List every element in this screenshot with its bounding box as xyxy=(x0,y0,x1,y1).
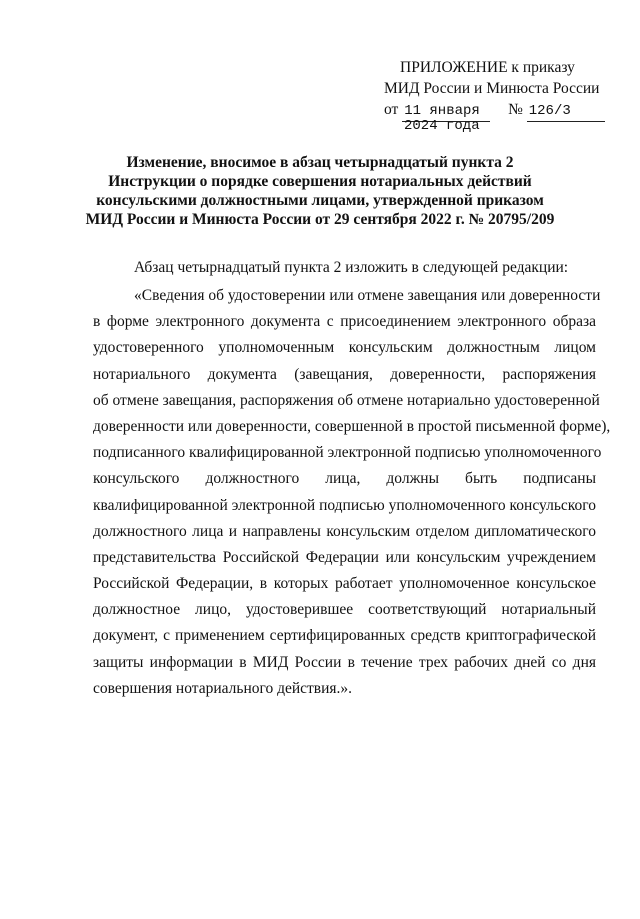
heading-line: Изменение, вносимое в абзац четырнадцатый пункта 2 xyxy=(126,154,514,171)
appendix-title: ПРИЛОЖЕНИЕ к приказу xyxy=(400,59,575,76)
number-prefix: № xyxy=(508,101,523,118)
text-line: «Сведения об удостоверении или отмене завещания или доверенности xyxy=(134,287,601,304)
text-line: об отмене завещания, распоряжения об отмене нотариально удостоверенной xyxy=(93,391,600,409)
text-line: совершения нотариального действия.». xyxy=(93,679,353,697)
date-value: 11 января xyxy=(402,101,490,122)
text-line: представительства Российской Федерации или консульским учреждением xyxy=(93,548,596,566)
text-line: в форме электронного документа с присоединением электронного образа xyxy=(93,313,596,331)
text-line: подписанного квалифицированной электронной подписью уполномоченного xyxy=(93,444,602,462)
text-line: квалифицированной электронной подписью уполномоченного консульского xyxy=(93,496,596,514)
lead-paragraph: Абзац четырнадцатый пункта 2 изложить в следующей редакции: xyxy=(134,259,569,276)
text-line: доверенности или доверенности, совершенной в простой письменной форме), xyxy=(93,417,611,435)
text-line: защиты информации в МИД России в течение трех рабочих дней со дня xyxy=(93,653,596,671)
text-line: консульского должностного лица, должны быть подписаны xyxy=(93,470,596,488)
text-line: документ, с применением сертифицированных средств криптографической xyxy=(93,627,596,645)
order-year: 2024 года xyxy=(404,118,480,134)
text-line: должностного лица и направлены консульским отделом дипломатического xyxy=(93,522,596,540)
text-line: нотариального документа (завещания, доверенности, распоряжения xyxy=(93,365,596,383)
text-line: должностное лицо, удостоверившее соответствующий нотариальный xyxy=(93,601,596,619)
date-prefix: от xyxy=(384,101,399,118)
order-number: 126/3 xyxy=(527,101,605,122)
text-line: удостоверенного уполномоченным консульским должностным лицом xyxy=(93,339,596,357)
amendment-text xyxy=(93,283,611,702)
text-line: Российской Федерации, в которых работает уполномоченное консульское xyxy=(93,575,596,593)
appendix-ministries: МИД России и Минюста России xyxy=(384,80,600,97)
document-heading xyxy=(80,153,560,229)
heading-line: МИД России и Минюста России от 29 сентября 2022 г. № 20795/209 xyxy=(85,211,555,228)
heading-line: Инструкции о порядке совершения нотариальных действий xyxy=(108,173,532,190)
heading-line: консульскими должностными лицами, утвержденной приказом xyxy=(96,192,544,209)
